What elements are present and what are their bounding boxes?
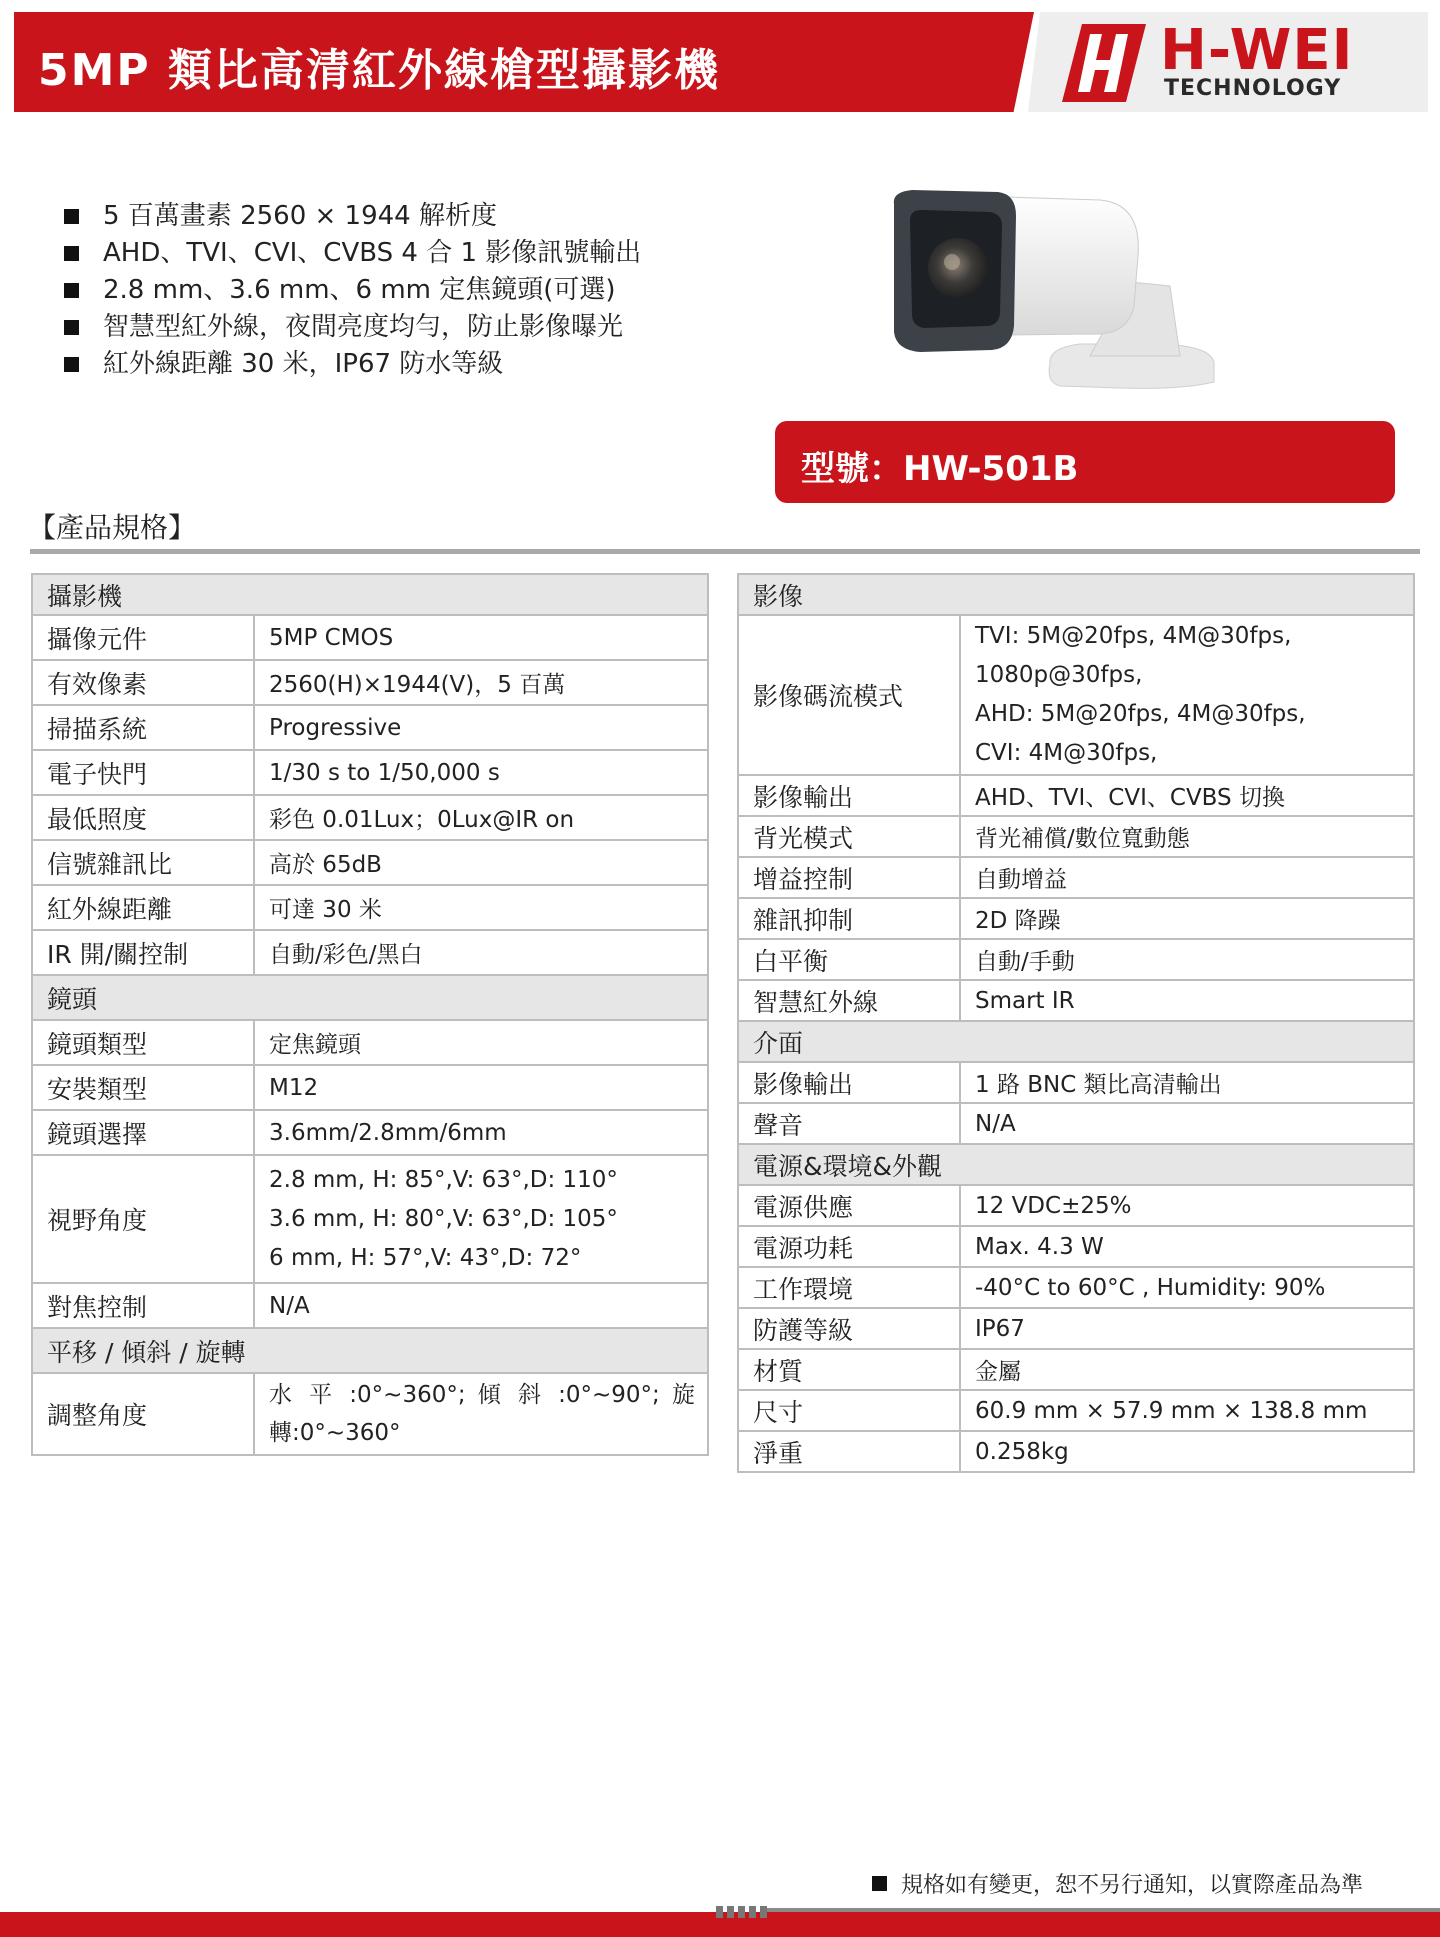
table-row: 視野角度 2.8 mm, H: 85°,V: 63°,D: 110° 3.6 mm, H: 80°,V: 63°,D: 105° 6 mm, H: 57°,V: 43°,D: 72° bbox=[32, 1155, 708, 1283]
section-title: 【產品規格】 bbox=[28, 511, 197, 544]
feature-item: AHD、TVI、CVI、CVBS 4 合 1 影像訊號輸出 bbox=[64, 235, 641, 272]
model-number: 型號：HW-501B bbox=[801, 449, 1079, 489]
table-row: 最低照度 彩色 0.01Lux；0Lux@IR on bbox=[32, 795, 708, 840]
bullet-square-icon bbox=[64, 283, 79, 298]
bullet-square-icon bbox=[64, 320, 79, 335]
table-row: 淨重 0.258kg bbox=[738, 1431, 1414, 1472]
table-row: 白平衡 自動/手動 bbox=[738, 939, 1414, 980]
table-row: 智慧紅外線 Smart IR bbox=[738, 980, 1414, 1021]
table-section-header: 攝影機 bbox=[32, 574, 708, 615]
brand-name: H-WEI bbox=[1160, 18, 1354, 83]
table-row: 增益控制 自動增益 bbox=[738, 857, 1414, 898]
fov-values: 2.8 mm, H: 85°,V: 63°,D: 110° 3.6 mm, H: 80°,V: 63°,D: 105° 6 mm, H: 57°,V: 43°,D: 72° bbox=[254, 1155, 708, 1283]
bullet-square-icon bbox=[872, 1876, 887, 1891]
stream-values: TVI: 5M@20fps, 4M@30fps, 1080p@30fps, AHD: 5M@20fps, 4M@30fps, CVI: 4M@30fps, bbox=[960, 615, 1414, 775]
table-row: 影像輸出 1 路 BNC 類比高清輸出 bbox=[738, 1062, 1414, 1103]
table-section-header: 鏡頭 bbox=[32, 975, 708, 1020]
table-row: 信號雜訊比 高於 65dB bbox=[32, 840, 708, 885]
feature-item: 2.8 mm、3.6 mm、6 mm 定焦鏡頭(可選) bbox=[64, 272, 641, 309]
feature-item: 智慧型紅外線，夜間亮度均勻，防止影像曝光 bbox=[64, 309, 641, 346]
table-row: 工作環境 -40°C to 60°C , Humidity: 90% bbox=[738, 1267, 1414, 1308]
table-row: 電源供應 12 VDC±25% bbox=[738, 1185, 1414, 1226]
table-section-header: 平移 / 傾斜 / 旋轉 bbox=[32, 1328, 708, 1373]
table-row: IR 開/關控制 自動/彩色/黑白 bbox=[32, 930, 708, 975]
table-row: 背光模式 背光補償/數位寬動態 bbox=[738, 816, 1414, 857]
section-divider bbox=[30, 549, 1420, 554]
table-row: 防護等級 IP67 bbox=[738, 1308, 1414, 1349]
table-row: 聲音 N/A bbox=[738, 1103, 1414, 1144]
table-row: 影像輸出 AHD、TVI、CVI、CVBS 切換 bbox=[738, 775, 1414, 816]
table-row: 攝像元件 5MP CMOS bbox=[32, 615, 708, 660]
feature-item: 紅外線距離 30 米，IP67 防水等級 bbox=[64, 346, 641, 383]
table-row: 安裝類型 M12 bbox=[32, 1065, 708, 1110]
table-row: 調整角度 水 平 :0°~360°; 傾 斜 :0°~90°; 旋轉:0°~360° bbox=[32, 1373, 708, 1455]
page-title: 5MP 類比高清紅外線槍型攝影機 bbox=[38, 45, 720, 96]
table-row: 鏡頭類型 定焦鏡頭 bbox=[32, 1020, 708, 1065]
spec-table-left bbox=[31, 573, 709, 1456]
feature-list bbox=[64, 198, 641, 383]
table-row: 紅外線距離 可達 30 米 bbox=[32, 885, 708, 930]
brand-subtitle: TECHNOLOGY bbox=[1164, 76, 1342, 101]
spec-table-right bbox=[737, 573, 1415, 1473]
table-row: 影像碼流模式 TVI: 5M@20fps, 4M@30fps, 1080p@30fps, AHD: 5M@20fps, 4M@30fps, CVI: 4M@30fps, bbox=[738, 615, 1414, 775]
bullet-square-icon bbox=[64, 246, 79, 261]
table-row: 對焦控制 N/A bbox=[32, 1283, 708, 1328]
table-row: 掃描系統 Progressive bbox=[32, 705, 708, 750]
bullet-square-icon bbox=[64, 209, 79, 224]
table-row: 電源功耗 Max. 4.3 W bbox=[738, 1226, 1414, 1267]
hwei-logo-icon bbox=[1060, 20, 1148, 106]
table-row: 尺寸 60.9 mm × 57.9 mm × 138.8 mm bbox=[738, 1390, 1414, 1431]
footer-note: 規格如有變更，恕不另行通知，以實際產品為準 bbox=[872, 1868, 1363, 1899]
table-section-header: 影像 bbox=[738, 574, 1414, 615]
table-section-header: 介面 bbox=[738, 1021, 1414, 1062]
table-section-header: 電源&環境&外觀 bbox=[738, 1144, 1414, 1185]
feature-item: 5 百萬畫素 2560 × 1944 解析度 bbox=[64, 198, 641, 235]
table-row: 鏡頭選擇 3.6mm/2.8mm/6mm bbox=[32, 1110, 708, 1155]
model-badge bbox=[775, 421, 1395, 503]
bullet-camera-image bbox=[880, 186, 1220, 396]
table-row: 材質 金屬 bbox=[738, 1349, 1414, 1390]
table-row: 電子快門 1/30 s to 1/50,000 s bbox=[32, 750, 708, 795]
table-row: 雜訊抑制 2D 降躁 bbox=[738, 898, 1414, 939]
footer-ticks bbox=[716, 1906, 767, 1918]
table-row: 有效像素 2560(H)×1944(V)，5 百萬 bbox=[32, 660, 708, 705]
bullet-square-icon bbox=[64, 357, 79, 372]
